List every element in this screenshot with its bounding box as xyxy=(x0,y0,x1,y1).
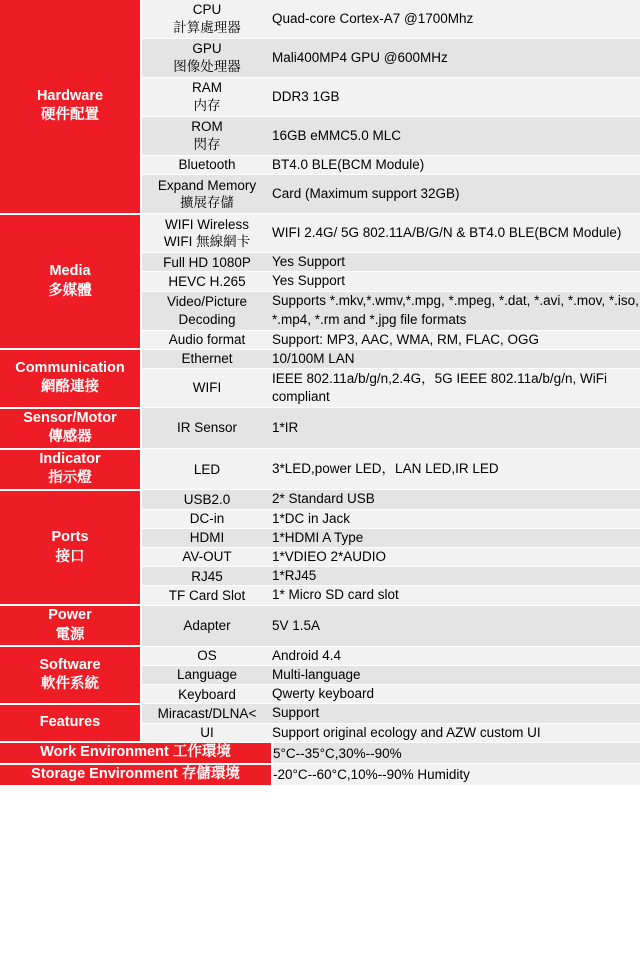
value-cpu: Quad-core Cortex-A7 @1700Mhz xyxy=(272,0,640,39)
category-label-zh: 傳感器 xyxy=(48,429,92,446)
category-label-en: Ports xyxy=(51,528,89,545)
category-label-en: Sensor/Motor xyxy=(23,409,117,426)
category-ports xyxy=(0,490,141,605)
item-rj45: RJ45 xyxy=(141,567,272,586)
item-ethernet: Ethernet xyxy=(141,349,272,368)
category-label-en: Power xyxy=(48,607,92,624)
item-led: LED xyxy=(141,449,272,490)
category-label-en: Indicator xyxy=(39,450,101,467)
table-row xyxy=(0,605,640,646)
table-row xyxy=(0,742,640,764)
category-label-en: Features xyxy=(39,714,101,731)
value-dc-in: 1*DC in Jack xyxy=(272,509,640,528)
item-adapter: Adapter xyxy=(141,605,272,646)
item-cpu: CPU 計算處理器 xyxy=(141,0,272,39)
category-communication xyxy=(0,349,141,407)
item-wifi-wireless: WIFI Wireless WIFI 無線網卡 xyxy=(141,214,272,253)
item-bluetooth: Bluetooth xyxy=(141,156,272,175)
value-bluetooth: BT4.0 BLE(BCM Module) xyxy=(272,156,640,175)
category-label-zh: 指示燈 xyxy=(48,470,92,487)
item-gpu: GPU 图像处理器 xyxy=(141,39,272,78)
value-os: Android 4.4 xyxy=(272,646,640,665)
value-tf-card-slot: 1* Micro SD card slot xyxy=(272,586,640,605)
category-software xyxy=(0,646,141,704)
value-wifi-wireless: WIFI 2.4G/ 5G 802.11A/B/G/N & BT4.0 BLE(BCM Module) xyxy=(272,214,640,253)
table-row xyxy=(0,0,640,39)
category-label-en: Software xyxy=(39,656,101,673)
item-hevc: HEVC H.265 xyxy=(141,272,272,291)
value-rj45: 1*RJ45 xyxy=(272,567,640,586)
value-miracast-dlna: Support xyxy=(272,704,640,723)
item-miracast-dlna: Miracast/DLNA< xyxy=(141,704,272,723)
category-label-en: Media xyxy=(49,262,91,279)
value-storage-environment: -20°C--60°C,10%--90% Humidity xyxy=(272,764,640,786)
item-tf-card-slot: TF Card Slot xyxy=(141,586,272,605)
value-usb: 2* Standard USB xyxy=(272,490,640,509)
category-label-zh: 軟件系統 xyxy=(41,676,99,693)
value-wifi: IEEE 802.11a/b/g/n,2.4G，5G IEEE 802.11a/b/g/n, WiFi compliant xyxy=(272,369,640,408)
value-ethernet: 10/100M LAN xyxy=(272,349,640,368)
item-usb: USB2.0 xyxy=(141,490,272,509)
category-label-zh: 接口 xyxy=(55,548,85,565)
category-hardware xyxy=(0,0,141,214)
item-os: OS xyxy=(141,646,272,665)
table-row xyxy=(0,349,640,368)
item-av-out: AV-OUT xyxy=(141,548,272,567)
value-adapter: 5V 1.5A xyxy=(272,605,640,646)
item-dc-in: DC-in xyxy=(141,509,272,528)
value-work-environment: 5°C--35°C,30%--90% xyxy=(272,742,640,764)
category-indicator xyxy=(0,449,141,490)
value-av-out: 1*VDIEO 2*AUDIO xyxy=(272,548,640,567)
table-row xyxy=(0,490,640,509)
label-work-environment: Work Environment 工作環境 xyxy=(0,742,272,764)
category-label-zh: 多媒體 xyxy=(48,282,92,299)
value-ram: DDR3 1GB xyxy=(272,78,640,117)
value-hevc: Yes Support xyxy=(272,272,640,291)
table-row xyxy=(0,704,640,723)
table-row xyxy=(0,214,640,253)
category-label-zh: 網酪連接 xyxy=(41,379,99,396)
item-video-decoding: Video/Picture Decoding xyxy=(141,291,272,330)
value-keyboard: Qwerty keyboard xyxy=(272,685,640,704)
item-language: Language xyxy=(141,666,272,685)
item-keyboard: Keyboard xyxy=(141,685,272,704)
table-row xyxy=(0,764,640,786)
item-audio-format: Audio format xyxy=(141,330,272,349)
category-power xyxy=(0,605,141,646)
item-full-hd: Full HD 1080P xyxy=(141,253,272,272)
category-label-en: Communication xyxy=(15,359,125,376)
value-ir-sensor: 1*IR xyxy=(272,408,640,449)
value-expand-memory: Card (Maximum support 32GB) xyxy=(272,175,640,214)
value-hdmi: 1*HDMI A Type xyxy=(272,528,640,547)
value-audio-format: Support: MP3, AAC, WMA, RM, FLAC, OGG xyxy=(272,330,640,349)
item-rom: ROM 閃存 xyxy=(141,117,272,156)
value-led: 3*LED,power LED，LAN LED,IR LED xyxy=(272,449,640,490)
value-video-decoding: Supports *.mkv,*.wmv,*.mpg, *.mpeg, *.dat, *.avi, *.mov, *.iso, *.mp4, *.rm and *.jpg file formats xyxy=(272,291,640,330)
value-full-hd: Yes Support xyxy=(272,253,640,272)
value-ui: Support original ecology and AZW custom UI xyxy=(272,723,640,742)
item-ram: RAM 内存 xyxy=(141,78,272,117)
category-sensor xyxy=(0,408,141,449)
table-row xyxy=(0,408,640,449)
item-ir-sensor: IR Sensor xyxy=(141,408,272,449)
value-gpu: Mali400MP4 GPU @600MHz xyxy=(272,39,640,78)
item-expand-memory: Expand Memory 擴展存儲 xyxy=(141,175,272,214)
category-label-zh: 硬件配置 xyxy=(41,107,99,124)
value-language: Multi-language xyxy=(272,666,640,685)
table-row xyxy=(0,646,640,665)
category-label-en: Hardware xyxy=(36,87,104,104)
item-hdmi: HDMI xyxy=(141,528,272,547)
category-label-zh: 電源 xyxy=(55,626,85,643)
value-rom: 16GB eMMC5.0 MLC xyxy=(272,117,640,156)
label-storage-environment: Storage Environment 存儲環境 xyxy=(0,764,272,786)
table-row xyxy=(0,449,640,490)
item-wifi: WIFI xyxy=(141,369,272,408)
category-media xyxy=(0,214,141,350)
item-ui: UI xyxy=(141,723,272,742)
category-features xyxy=(0,704,141,742)
